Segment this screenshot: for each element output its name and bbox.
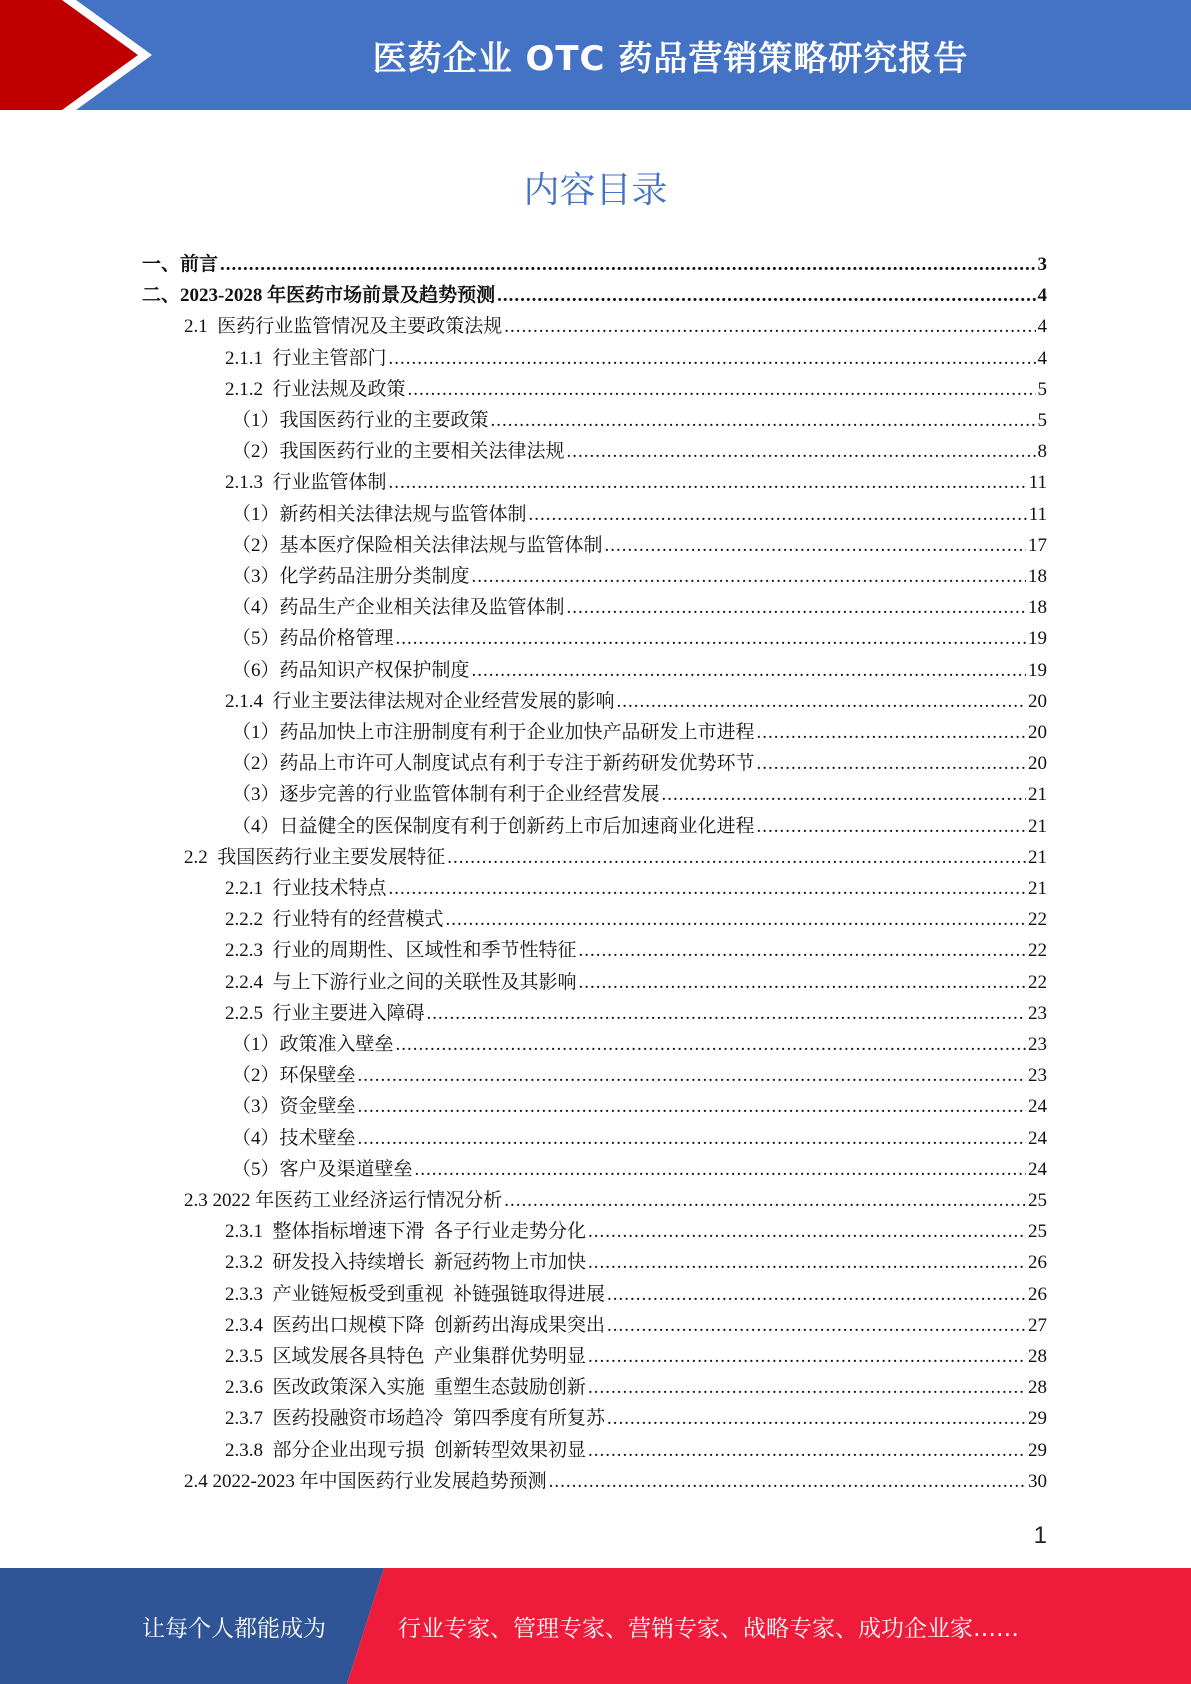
toc-entry-page: 18 — [1028, 566, 1047, 587]
toc-dot-leader — [607, 1283, 1026, 1307]
toc-dot-leader — [472, 659, 1026, 683]
toc-entry-page: 20 — [1028, 753, 1047, 775]
toc-entry[interactable] — [184, 1189, 1047, 1213]
toc-entry-page: 25 — [1028, 1190, 1047, 1211]
toc-dot-leader — [588, 1220, 1026, 1244]
toc-entry-page: 23 — [1028, 1065, 1047, 1087]
toc-entry-page: 21 — [1028, 815, 1047, 837]
toc-entry-page: 3 — [1037, 254, 1047, 275]
toc-entry[interactable] — [225, 1283, 1047, 1307]
toc-entry[interactable] — [184, 1470, 1047, 1494]
toc-entry[interactable] — [232, 815, 1047, 839]
toc-entry-title: （2）环保壁垒 — [232, 1065, 356, 1087]
toc-entry-page: 5 — [1037, 378, 1047, 400]
toc-entry-page: 21 — [1028, 784, 1047, 806]
toc-entry-page: 29 — [1028, 1439, 1047, 1461]
toc-entry-page: 4 — [1037, 316, 1047, 338]
toc-entry-title: 2.2.1 行业技术特点 — [225, 878, 387, 899]
toc-entry-page: 29 — [1028, 1408, 1047, 1430]
toc-entry-page: 4 — [1037, 347, 1047, 369]
toc-heading: 内容目录 — [523, 170, 668, 211]
page-number: 1 — [1033, 1522, 1047, 1549]
toc-dot-leader — [408, 378, 1036, 402]
toc-entry-page: 19 — [1028, 659, 1047, 681]
toc-entry-page: 24 — [1028, 1127, 1047, 1149]
toc-entry[interactable] — [225, 1345, 1047, 1369]
toc-dot-leader — [389, 347, 1036, 371]
toc-entry-title: （1）我国医药行业的主要政策 — [232, 410, 489, 431]
toc-entry-page: 21 — [1028, 878, 1047, 899]
toc-entry-page: 25 — [1028, 1221, 1047, 1243]
toc-dot-leader — [579, 971, 1026, 995]
toc-entry[interactable] — [225, 378, 1047, 402]
toc-entry-title: 2.2.4 与上下游行业之间的关联性及其影响 — [225, 971, 577, 993]
toc-entry-page: 23 — [1028, 1002, 1047, 1024]
toc-dot-leader — [579, 939, 1026, 963]
toc-dot-leader — [358, 1064, 1026, 1088]
toc-dot-leader — [605, 534, 1026, 558]
toc-entry-title: 2.3.6 医改政策深入实施 重塑生态鼓励创新 — [225, 1377, 587, 1399]
toc-entry[interactable] — [225, 1376, 1047, 1400]
toc-dot-leader — [447, 846, 1026, 870]
toc-entry[interactable] — [232, 752, 1047, 776]
toc-entry-page: 27 — [1028, 1314, 1047, 1336]
toc-entry-page: 4 — [1037, 285, 1047, 307]
toc-entry-title: （5）药品价格管理 — [232, 628, 394, 650]
toc-entry[interactable] — [232, 1033, 1047, 1057]
footer-banner — [0, 1568, 1191, 1684]
footer-slogan-left: 让每个人都能成为 — [142, 1615, 326, 1642]
toc-entry[interactable] — [225, 1314, 1047, 1338]
toc-entry-title: 2.3.5 区域发展各具特色 产业集群优势明显 — [225, 1346, 587, 1367]
toc-entry[interactable] — [232, 1127, 1047, 1151]
toc-entry[interactable] — [225, 690, 1047, 714]
toc-entry-title: 2.1.4 行业主要法律法规对企业经营发展的影响 — [225, 690, 615, 712]
toc-entry[interactable] — [232, 534, 1047, 558]
toc-entry[interactable] — [232, 1095, 1047, 1119]
toc-dot-leader — [757, 815, 1026, 839]
toc-entry-page: 11 — [1028, 503, 1047, 525]
toc-entry-page: 22 — [1028, 909, 1047, 931]
toc-dot-leader — [396, 627, 1026, 651]
toc-entry-title: 2.3.7 医药投融资市场趋冷 第四季度有所复苏 — [225, 1408, 606, 1430]
toc-entry-title: 2.3.2 研发投入持续增长 新冠药物上市加快 — [225, 1252, 587, 1274]
toc-entry-title: 2.3.1 整体指标增速下滑 各子行业走势分化 — [225, 1221, 587, 1243]
toc-dot-leader — [497, 284, 1035, 308]
toc-entry[interactable] — [142, 253, 1047, 277]
toc-entry-page: 20 — [1028, 722, 1047, 743]
toc-entry-page: 24 — [1028, 1096, 1047, 1118]
report-title: 医药企业 OTC 药品营销策略研究报告 — [372, 38, 969, 79]
toc-entry-title: （2）药品上市许可人制度试点有利于专注于新药研发优势环节 — [232, 753, 755, 775]
toc-entry[interactable] — [225, 1251, 1047, 1275]
header-banner — [0, 0, 1191, 110]
toc-entry-title: （3）资金壁垒 — [232, 1096, 356, 1118]
toc-entry-page: 8 — [1037, 441, 1047, 463]
toc-dot-leader — [220, 253, 1035, 277]
toc-entry[interactable] — [184, 846, 1047, 870]
toc-entry-title: 二、2023-2028 年医药市场前景及趋势预测 — [142, 285, 496, 307]
toc-dot-leader — [472, 565, 1026, 589]
toc-entry-title: 2.3.4 医药出口规模下降 创新药出海成果突出 — [225, 1314, 606, 1336]
toc-entry[interactable] — [184, 315, 1047, 339]
toc-dot-leader — [588, 1251, 1026, 1275]
toc-entry[interactable] — [232, 596, 1047, 620]
toc-entry-title: （4）日益健全的医保制度有利于创新药上市后加速商业化进程 — [232, 815, 755, 837]
toc-entry[interactable] — [232, 503, 1047, 527]
toc-entry[interactable] — [232, 1158, 1047, 1182]
toc-entry[interactable] — [225, 971, 1047, 995]
toc-entry-title: （2）基本医疗保险相关法律法规与监管体制 — [232, 534, 603, 556]
toc-entry[interactable] — [232, 1064, 1047, 1088]
toc-entry-page: 26 — [1028, 1283, 1047, 1305]
toc-entry[interactable] — [232, 565, 1047, 589]
toc-entry[interactable] — [232, 659, 1047, 683]
toc-dot-leader — [617, 690, 1026, 714]
toc-entry[interactable] — [225, 939, 1047, 963]
toc-entry-title: 2.4 2022-2023 年中国医药行业发展趋势预测 — [184, 1470, 547, 1492]
toc-entry-page: 28 — [1028, 1377, 1047, 1399]
toc-dot-leader — [567, 596, 1026, 620]
toc-dot-leader — [588, 1376, 1026, 1400]
toc-dot-leader — [588, 1345, 1026, 1369]
toc-dot-leader — [396, 1033, 1026, 1057]
toc-dot-leader — [549, 1470, 1026, 1494]
toc-dot-leader — [504, 315, 1035, 339]
toc-dot-leader — [529, 503, 1027, 527]
toc-entry-page: 17 — [1028, 534, 1047, 556]
footer-slogan-right: 行业专家、管理专家、营销专家、战略专家、成功企业家…… — [398, 1615, 1019, 1642]
toc-entry-title: 2.3 2022 年医药工业经济运行情况分析 — [184, 1190, 503, 1211]
toc-entry[interactable] — [142, 284, 1047, 308]
toc-dot-leader — [427, 1002, 1026, 1026]
toc-entry[interactable] — [225, 908, 1047, 932]
toc-entry-title: 2.1 医药行业监管情况及主要政策法规 — [184, 316, 503, 338]
toc-entry[interactable] — [232, 627, 1047, 651]
toc-entry-page: 24 — [1028, 1158, 1047, 1180]
toc-entry-page: 30 — [1028, 1470, 1047, 1492]
toc-entry-title: 一、前言 — [142, 254, 219, 275]
toc-entry[interactable] — [225, 1407, 1047, 1431]
toc-entry-page: 20 — [1028, 690, 1047, 712]
toc-dot-leader — [504, 1189, 1026, 1213]
toc-entry-page: 18 — [1028, 597, 1047, 619]
toc-dot-leader — [389, 471, 1027, 495]
toc-entry[interactable] — [225, 877, 1047, 901]
toc-entry[interactable] — [232, 721, 1047, 745]
toc-entry-page: 22 — [1028, 940, 1047, 962]
toc-entry[interactable] — [232, 440, 1047, 464]
toc-dot-leader — [607, 1407, 1026, 1431]
toc-entry-page: 5 — [1037, 410, 1047, 431]
toc-entry-page: 21 — [1028, 846, 1047, 868]
toc-dot-leader — [491, 409, 1036, 433]
toc-entry[interactable] — [225, 347, 1047, 371]
toc-entry-title: （4）药品生产企业相关法律及监管体制 — [232, 597, 565, 619]
toc-dot-leader — [415, 1158, 1026, 1182]
toc-entry-title: 2.1.3 行业监管体制 — [225, 472, 387, 494]
toc-entry-title: （4）技术壁垒 — [232, 1127, 356, 1149]
toc-dot-leader — [757, 752, 1026, 776]
toc-entry[interactable] — [225, 471, 1047, 495]
toc-entry-title: （1）政策准入壁垒 — [232, 1034, 394, 1055]
toc-entry-title: （6）药品知识产权保护制度 — [232, 659, 470, 681]
toc-entry-title: 2.3.3 产业链短板受到重视 补链强链取得进展 — [225, 1283, 606, 1305]
toc-entry[interactable] — [232, 783, 1047, 807]
toc-entry-title: 2.2 我国医药行业主要发展特征 — [184, 846, 446, 868]
toc-entry-page: 19 — [1028, 628, 1047, 650]
toc-entry-title: （1）药品加快上市注册制度有利于企业加快产品研发上市进程 — [232, 722, 755, 743]
toc-entry-title: （1）新药相关法律法规与监管体制 — [232, 503, 527, 525]
toc-entry-title: （3）化学药品注册分类制度 — [232, 566, 470, 587]
toc-entry[interactable] — [225, 1220, 1047, 1244]
toc-entry-page: 28 — [1028, 1346, 1047, 1367]
toc-entry-title: 2.2.3 行业的周期性、区域性和季节性特征 — [225, 940, 577, 962]
toc-entry-page: 11 — [1028, 472, 1047, 494]
toc-entry-title: 2.3.8 部分企业出现亏损 创新转型效果初显 — [225, 1439, 587, 1461]
toc-entry-title: （2）我国医药行业的主要相关法律法规 — [232, 441, 565, 463]
toc-dot-leader — [588, 1439, 1026, 1463]
toc-dot-leader — [358, 1127, 1026, 1151]
toc-entry-title: 2.1.2 行业法规及政策 — [225, 378, 406, 400]
toc-dot-leader — [607, 1314, 1026, 1338]
chevron-red-shape — [0, 0, 138, 110]
toc-dot-leader — [567, 440, 1036, 464]
toc-dot-leader — [389, 877, 1026, 901]
toc-entry[interactable] — [225, 1002, 1047, 1026]
toc-entry-page: 22 — [1028, 971, 1047, 993]
toc-entry[interactable] — [225, 1439, 1047, 1463]
toc-entry-page: 26 — [1028, 1252, 1047, 1274]
toc-entry[interactable] — [232, 409, 1047, 433]
toc-entry-title: 2.2.2 行业特有的经营模式 — [225, 909, 444, 931]
toc-dot-leader — [662, 783, 1026, 807]
chevron-arrow-icon — [0, 0, 160, 110]
toc-entry-title: 2.2.5 行业主要进入障碍 — [225, 1002, 425, 1024]
toc-entry-page: 23 — [1028, 1034, 1047, 1055]
toc-entry-title: （3）逐步完善的行业监管体制有利于企业经营发展 — [232, 784, 660, 806]
toc-entry-title: 2.1.1 行业主管部门 — [225, 347, 387, 369]
toc-dot-leader — [757, 721, 1026, 745]
toc-dot-leader — [446, 908, 1026, 932]
toc-entry-title: （5）客户及渠道壁垒 — [232, 1158, 413, 1180]
toc-dot-leader — [358, 1095, 1026, 1119]
